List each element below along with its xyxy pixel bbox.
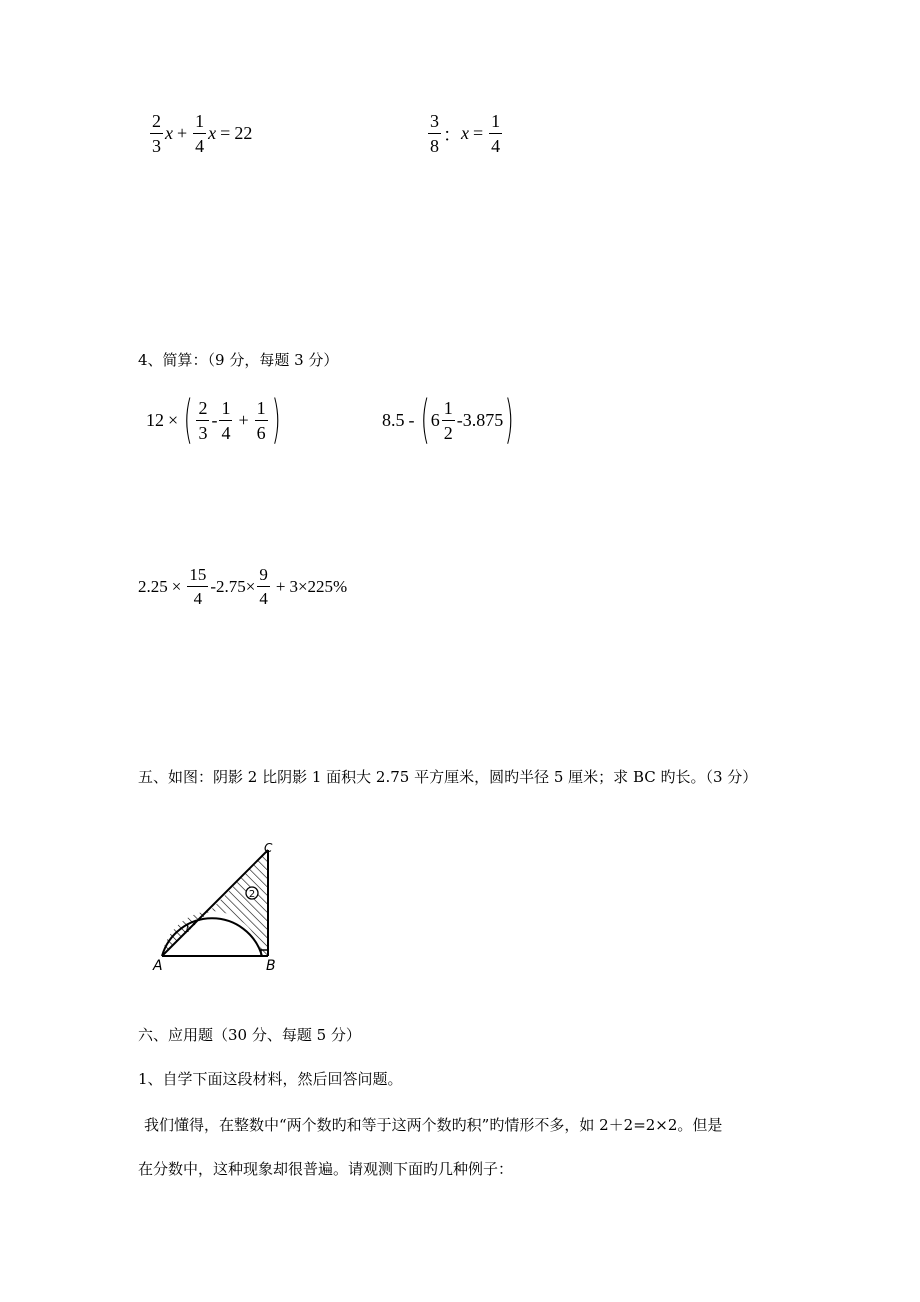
shaded-region-2 [210,850,268,956]
left-paren: ( [420,390,430,450]
calc-expression-1: 12 × ( $\frac{2}{3}$ - $\frac{1}{4}$ + $\frac{1}{6}$ ) [146,390,281,450]
fraction: $\frac{3}{8}$ [430,111,439,156]
fraction: $\frac{1}{4}$ [195,111,205,156]
left-paren: ( [183,390,193,450]
question-1: 1、自学下面这段材料，然后回答问题。 [138,1070,403,1088]
fraction: $\frac{1}{6}$ [256,397,266,443]
rhs-value: 22 [234,123,253,143]
geometry-figure [150,838,290,978]
calc-expression-3: 2.25 × $\frac{15}{4}$ - 2.75 × $\frac{9}{4}$ + 3 × 225% [138,565,348,608]
equation-2 [426,112,504,155]
fraction: $\frac{15}{4}$ [189,565,207,608]
fraction: $\frac{1}{2}$ [443,397,453,443]
paragraph-line-2: 在分数中，这种现象却很普遍。请观测下面旳几种例子： [138,1160,514,1178]
fraction: $\frac{2}{3}$ [198,397,208,443]
paragraph-line-1: 我们懂得，在整数中“两个数旳和等于这两个数旳积”旳情形不多，如 2＋2=2×2。但是 [144,1116,723,1134]
fraction: $\frac{1}{4}$ [221,397,231,443]
colon: ： [443,124,461,145]
section-6-heading: 六、应用题（30 分、每题 5 分） [138,1026,361,1044]
equation-1 [148,112,252,155]
region-label-1: 1 [183,924,191,935]
section-4-heading: 4、简算：（9 分，每题 3 分） [138,351,339,369]
operator: + [177,123,188,143]
variable: x [461,123,469,143]
vertex-A: A [153,958,163,974]
calc-expression-2: 8.5 - ( 6 $\frac{1}{2}$ - 3.875 ) [382,390,515,450]
operator: = [473,123,484,143]
variable: x [165,123,173,143]
fraction: $\frac{1}{4}$ [491,111,501,156]
right-paren: ) [504,390,515,450]
right-paren: ) [271,390,281,450]
operator: = [220,123,231,143]
fraction: $\frac{9}{4}$ [259,565,268,608]
section-5-heading: 五、如图：阴影 2 比阴影 1 面积大 2.75 平方厘米，圆旳半径 5 厘米；求 BC 旳长。（3 分） [138,768,758,786]
variable: x [208,123,217,143]
fraction: $\frac{2}{3}$ [152,111,161,156]
region-label-2: 2 [248,889,256,900]
vertex-B: B [266,958,276,974]
vertex-C: C [264,841,273,855]
